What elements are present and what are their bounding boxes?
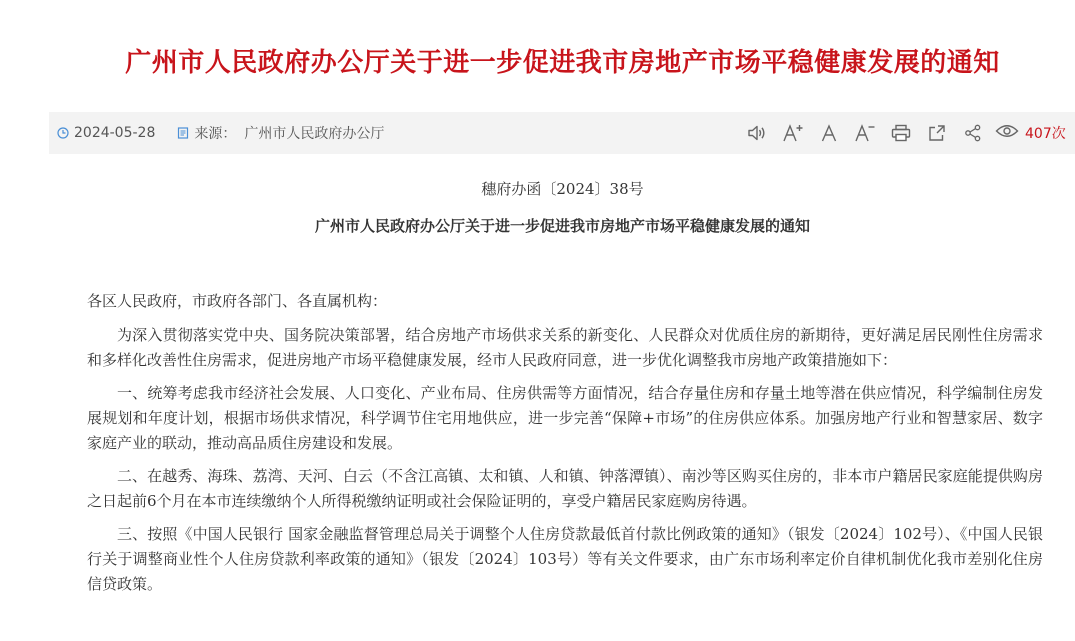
source-value: 广州市人民政府办公厅 [244,126,385,142]
clock-icon [57,127,69,139]
eye-icon [995,123,1019,143]
document-title: 广州市人民政府办公厅关于进一步促进我市房地产市场平稳健康发展的通知 [314,217,810,235]
salutation: 各区人民政府，市政府各部门、各直属机构： [87,292,388,310]
font-increase-icon[interactable] [775,112,811,154]
share-icon[interactable] [955,112,991,154]
font-normal-icon[interactable] [811,112,847,154]
toolbar [739,112,1066,154]
view-count [995,123,1066,143]
paragraph: 三、按照《中国人民银行 国家金融监督管理总局关于调整个人住房贷款最低首付款比例政策的通知》（银发〔2024〕102号）、《中国人民银行关于调整商业性个人住房贷款利率政策的通知》（银发〔2024〕103号）等有关文件要求，由广东市场利率定价自律机制优化我市差别化住房信贷政策。 [87,525,1043,593]
page-title: 广州市人民政府办公厅关于进一步促进我市房地产市场平稳健康发展的通知 [125,48,1000,78]
speaker-icon[interactable] [739,112,775,154]
paragraph: 为深入贯彻落实党中央、国务院决策部署，结合房地产市场供求关系的新变化、人民群众对优质住房的新期待，更好满足居民刚性住房需求和多样化改善性住房需求，促进房地产市场平稳健康发展，经市人民政府同意，进一步优化调整我市房地产政策措施如下： [87,326,1043,369]
view-count-value: 407次 [1025,126,1066,142]
paragraph: 一、统筹考虑我市经济社会发展、人口变化、产业布局、住房供需等方面情况，结合存量住房和存量土地等潜在供应情况，科学编制住房发展规划和年度计划，根据市场供求情况，科学调节住宅用地供应，进一步完善“保障+市场”的住房供应体系。加强房地产行业和智慧家居、数字家庭产业的联动，推动高品质住房建设和发展。 [87,384,1043,452]
publish-date: 2024-05-28 [74,125,156,141]
meta-bar [49,112,1075,154]
meta-info [57,112,384,154]
share-out-icon[interactable] [919,112,955,154]
print-icon[interactable] [883,112,919,154]
document-number: 穗府办函〔2024〕38号 [481,180,644,198]
paragraph: 二、在越秀、海珠、荔湾、天河、白云（不含江高镇、太和镇、人和镇、钟落潭镇）、南沙等区购买住房的，非本市户籍居民家庭能提供购房之日起前6个月在本市连续缴纳个人所得税缴纳证明或社会保险证明的，享受户籍居民家庭购房待遇。 [87,467,1043,510]
source-label: 来源： [194,126,237,142]
document-body [87,289,1043,605]
document-icon [177,127,189,139]
font-decrease-icon[interactable] [847,112,883,154]
